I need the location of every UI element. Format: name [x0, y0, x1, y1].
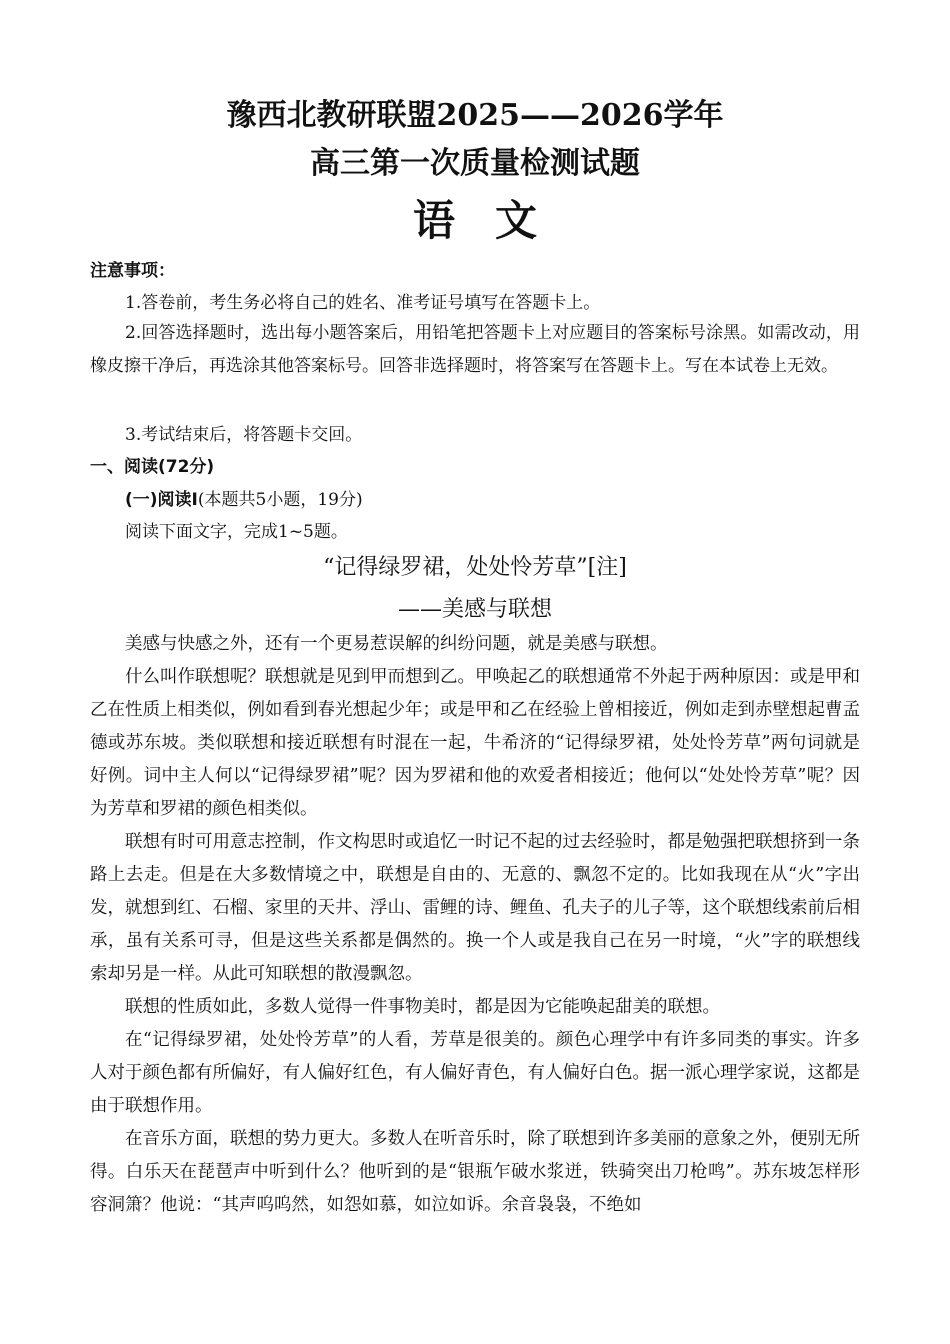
- article-paragraph: 什么叫作联想呢？联想就是见到甲而想到乙。甲唤起乙的联想通常不外起于两种原因：或是甲和乙在性质上相类似，例如看到春光想起少年；或是甲和乙在经验上曾相接近，例如走到赤壁想起曹孟德或苏东坡。类似联想和接近联想有时混在一起，牛希济的“记得绿罗裙，处处怜芳草”两句词就是好例。词中主人何以“记得绿罗裙”呢？因为罗裙和他的欢爱者相接近；他何以“处处怜芳草”呢？因为芳草和罗裙的颜色相类似。: [90, 667, 860, 819]
- subsection-note: (本题共5小题，19分): [197, 490, 363, 510]
- subject-char-2: 文: [495, 196, 538, 245]
- subject-char-1: 语: [412, 196, 455, 245]
- article-paragraph: 在音乐方面，联想的势力更大。多数人在听音乐时，除了联想到许多美丽的意象之外，便别无所得。白乐天在琵琶声中听到什么？他听到的是“银瓶乍破水浆迸，铁骑突出刀枪鸣”。苏东坡怎样形容洞箫？他说：“其声呜呜然，如怨如慕，如泣如诉。余音袅袅，不绝如: [90, 1129, 860, 1215]
- notice-item-3: 3.考试结束后，将答题卡交回。: [125, 425, 363, 445]
- reading-instruction: 阅读下面文字，完成1~5题。: [125, 522, 348, 542]
- exam-subtitle: 高三第一次质量检测试题: [310, 146, 640, 181]
- subject-title: [0, 188, 950, 248]
- article-subtitle: ——美感与联想: [397, 597, 552, 622]
- article-paragraph: 在“记得绿罗裙，处处怜芳草”的人看，芳草是很美的。颜色心理学中有许多同类的事实。许多人对于颜色都有所偏好，有人偏好红色，有人偏好青色，有人偏好白色。据一派心理学家说，这都是由于联想作用。: [90, 1030, 860, 1116]
- subsection-label: (一)阅读Ⅰ: [125, 490, 198, 510]
- subsection-heading: [125, 485, 363, 510]
- article-paragraph: 美感与快感之外，还有一个更易惹误解的纠纷问题，就是美感与联想。: [125, 634, 668, 654]
- section-heading: 一、阅读(72分): [90, 457, 215, 477]
- notice-item-2: 2.回答选择题时，选出每小题答案后，用铅笔把答题卡上对应题目的答案标号涂黑。如需改动，用橡皮擦干净后，再选涂其他答案标号。回答非选择题时，将答案写在答题卡上。写在本试卷上无效。: [90, 323, 860, 376]
- exam-title: 豫西北教研联盟2025——2026学年: [226, 98, 724, 133]
- notice-item-1: 1.答卷前，考生务必将自己的姓名、准考证号填写在答题卡上。: [125, 293, 601, 313]
- notice-heading: 注意事项：: [90, 261, 175, 281]
- article-paragraph: 联想的性质如此，多数人觉得一件事物美时，都是因为它能唤起甜美的联想。: [125, 997, 720, 1017]
- article-title: “记得绿罗裙，处处怜芳草”[注]: [323, 555, 627, 580]
- article-paragraph: 联想有时可用意志控制，作文构思时或追忆一时记不起的过去经验时，都是勉强把联想挤到一条路上去走。但是在大多数情境之中，联想是自由的、无意的、飘忽不定的。比如我现在从“火”字出发，就想到红、石榴、家里的天井、浮山、雷鲤的诗、鲤鱼、孔夫子的儿子等，这个联想线索前后相承，虽有关系可寻，但是这些关系都是偶然的。换一个人或是我自己在另一时境，“火”字的联想线索却另是一样。从此可知联想的散漫飘忽。: [90, 832, 860, 984]
